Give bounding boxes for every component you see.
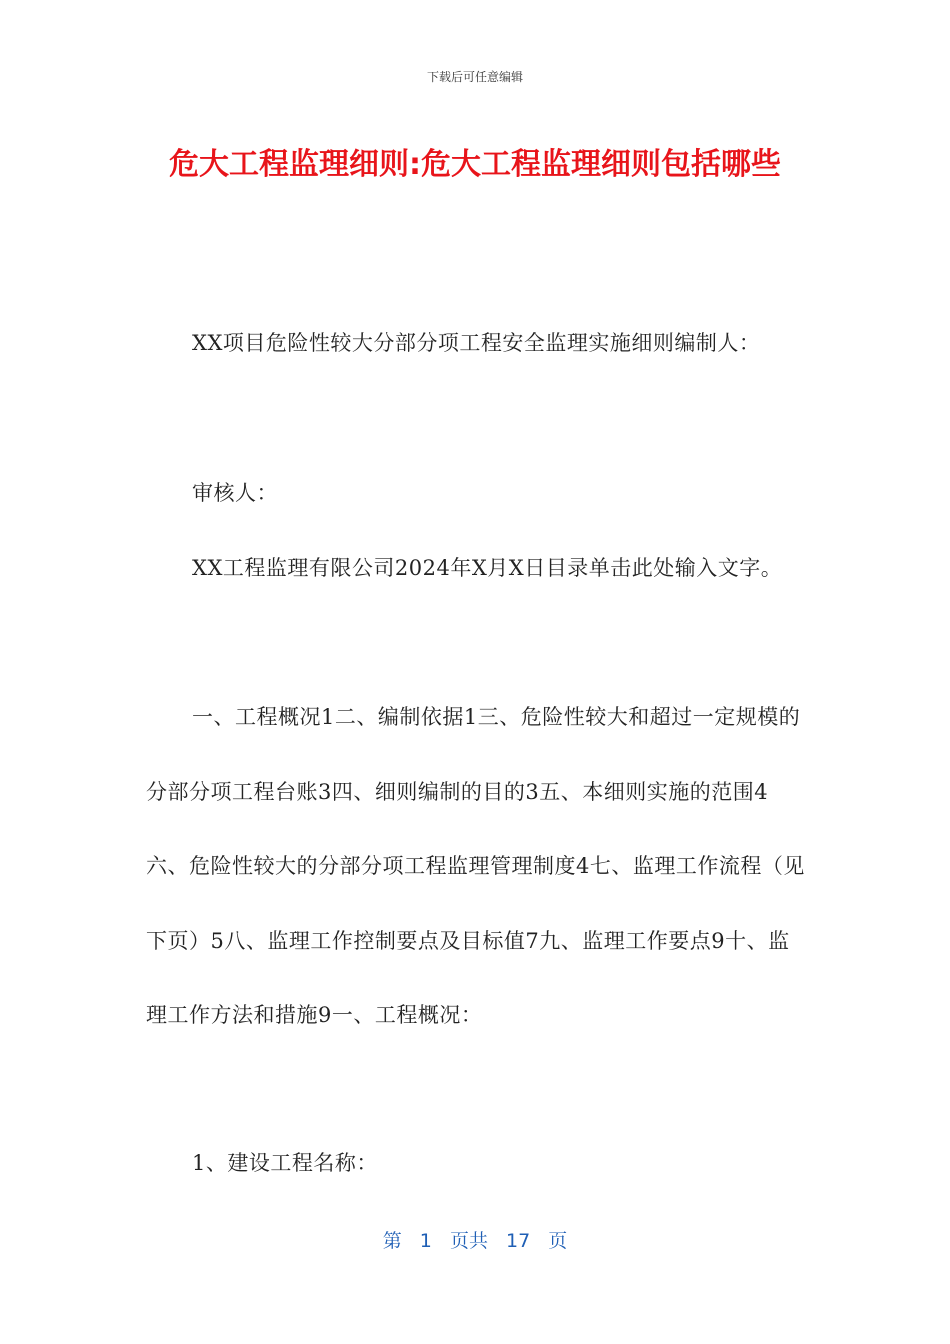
footer-current-page: 1 (419, 1230, 432, 1252)
footer-middle: 页共 (449, 1230, 488, 1252)
paragraph-table-of-contents: 一、工程概况1二、编制依据1三、危险性较大和超过一定规模的分部分项工程台账3四、细则编制的目的3五、本细则实施的范围4六、危险性较大的分部分项工程监理管理制度4七、监理工作流程（见下页）5八、监理工作控制要点及目标值7九、监理工作要点9十、监理工作方法和措施9一、工程概况： (146, 705, 805, 1027)
paragraph-company-date: XX工程监理有限公司2024年X月X日目录单击此处输入文字。 (192, 556, 783, 580)
footer-total-pages: 17 (506, 1230, 531, 1252)
paragraph-compiler: XX项目危险性较大分部分项工程安全监理实施细则编制人： (192, 331, 761, 355)
paragraph-reviewer: 审核人： (192, 481, 278, 505)
header-note: 下载后可任意编辑 (426, 70, 523, 84)
footer-prefix: 第 (382, 1230, 402, 1252)
document-title: 危大工程监理细则:危大工程监理细则包括哪些 (169, 147, 781, 182)
paragraph-project-name: 1、建设工程名称： (192, 1151, 378, 1175)
footer-suffix: 页 (548, 1230, 568, 1252)
page-footer (0, 1226, 950, 1253)
